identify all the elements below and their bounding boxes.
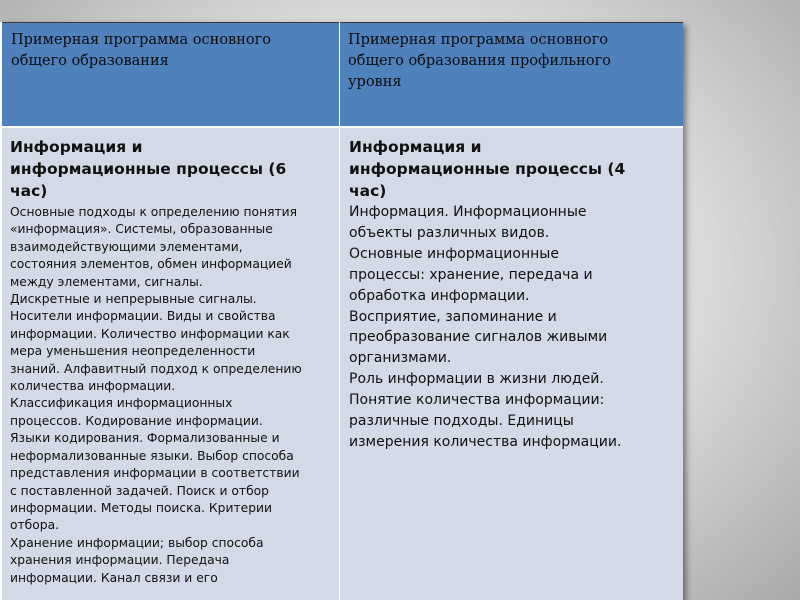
left-cell-line: информации. Количество информации как [10, 326, 290, 341]
left-cell-line: «информация». Системы, образованные [10, 222, 273, 237]
right-cell-line: различные подходы. Единицы [349, 413, 574, 430]
table-header-row [0, 22, 683, 127]
right-cell-line: измерения количества информации. [349, 433, 622, 450]
right-cell-line: организмами. [349, 350, 452, 367]
header-cell-profile-program: Примерная программа основного общего образования профильного уровня [348, 32, 611, 90]
left-cell-line: отбора. [10, 518, 60, 533]
right-cell-title: Информация и информационные процессы (4 час) [349, 138, 626, 200]
left-cell-line: между элементами, сигналы. [10, 274, 203, 289]
left-cell-line: Классификация информационных [10, 396, 233, 411]
right-cell-line: преобразование сигналов живыми [349, 329, 608, 346]
left-cell-line: количества информации. [10, 379, 176, 394]
left-cell-line: Носители информации. Виды и свойства [10, 309, 276, 324]
curriculum-table [0, 22, 683, 600]
right-cell-line: Основные информационные [349, 245, 559, 262]
left-cell-line: мера уменьшения неопределенности [10, 344, 256, 359]
left-cell-line: Дискретные и непрерывные сигналы. [10, 292, 257, 307]
table-body-row [0, 126, 683, 600]
left-cell-line: информации. Методы поиска. Критерии [10, 500, 272, 515]
left-cell-line: взаимодействующими элементами, [10, 239, 243, 254]
left-cell-line: представления информации в соответствии [10, 466, 300, 481]
left-cell-line: с поставленной задачей. Поиск и отбор [10, 483, 269, 498]
left-cell-line: состояния элементов, обмен информацией [10, 257, 292, 272]
left-cell-line: процессов. Кодирование информации. [10, 413, 263, 428]
right-cell-line: обработка информации. [349, 287, 530, 304]
column-divider [339, 22, 340, 600]
right-cell-line: Восприятие, запоминание и [349, 308, 557, 325]
table-left-border [0, 22, 2, 600]
right-cell-text [349, 202, 679, 453]
left-cell-line: хранения информации. Передача [10, 553, 230, 568]
right-cell-line: процессы: хранение, передача и [349, 266, 593, 283]
left-cell-line: знаний. Алфавитный подход к определению [10, 361, 302, 376]
left-cell-title: Информация и информационные процессы (6 час) [10, 138, 287, 200]
left-cell-text [10, 204, 340, 587]
right-cell-line: Роль информации в жизни людей. [349, 371, 604, 388]
left-cell-line: Основные подходы к определению понятия [10, 205, 298, 219]
left-cell-line: информации. Канал связи и его [10, 570, 218, 585]
right-cell-line: Информация. Информационные [349, 204, 587, 220]
header-cell-basic-program: Примерная программа основного общего образования [11, 32, 271, 69]
right-cell-line: Понятие количества информации: [349, 392, 605, 409]
left-cell-line: Языки кодирования. Формализованные и [10, 431, 280, 446]
left-cell-line: Хранение информации; выбор способа [10, 535, 264, 550]
right-cell-line: объекты различных видов. [349, 224, 550, 241]
left-cell-line: неформализованные языки. Выбор способа [10, 448, 294, 463]
